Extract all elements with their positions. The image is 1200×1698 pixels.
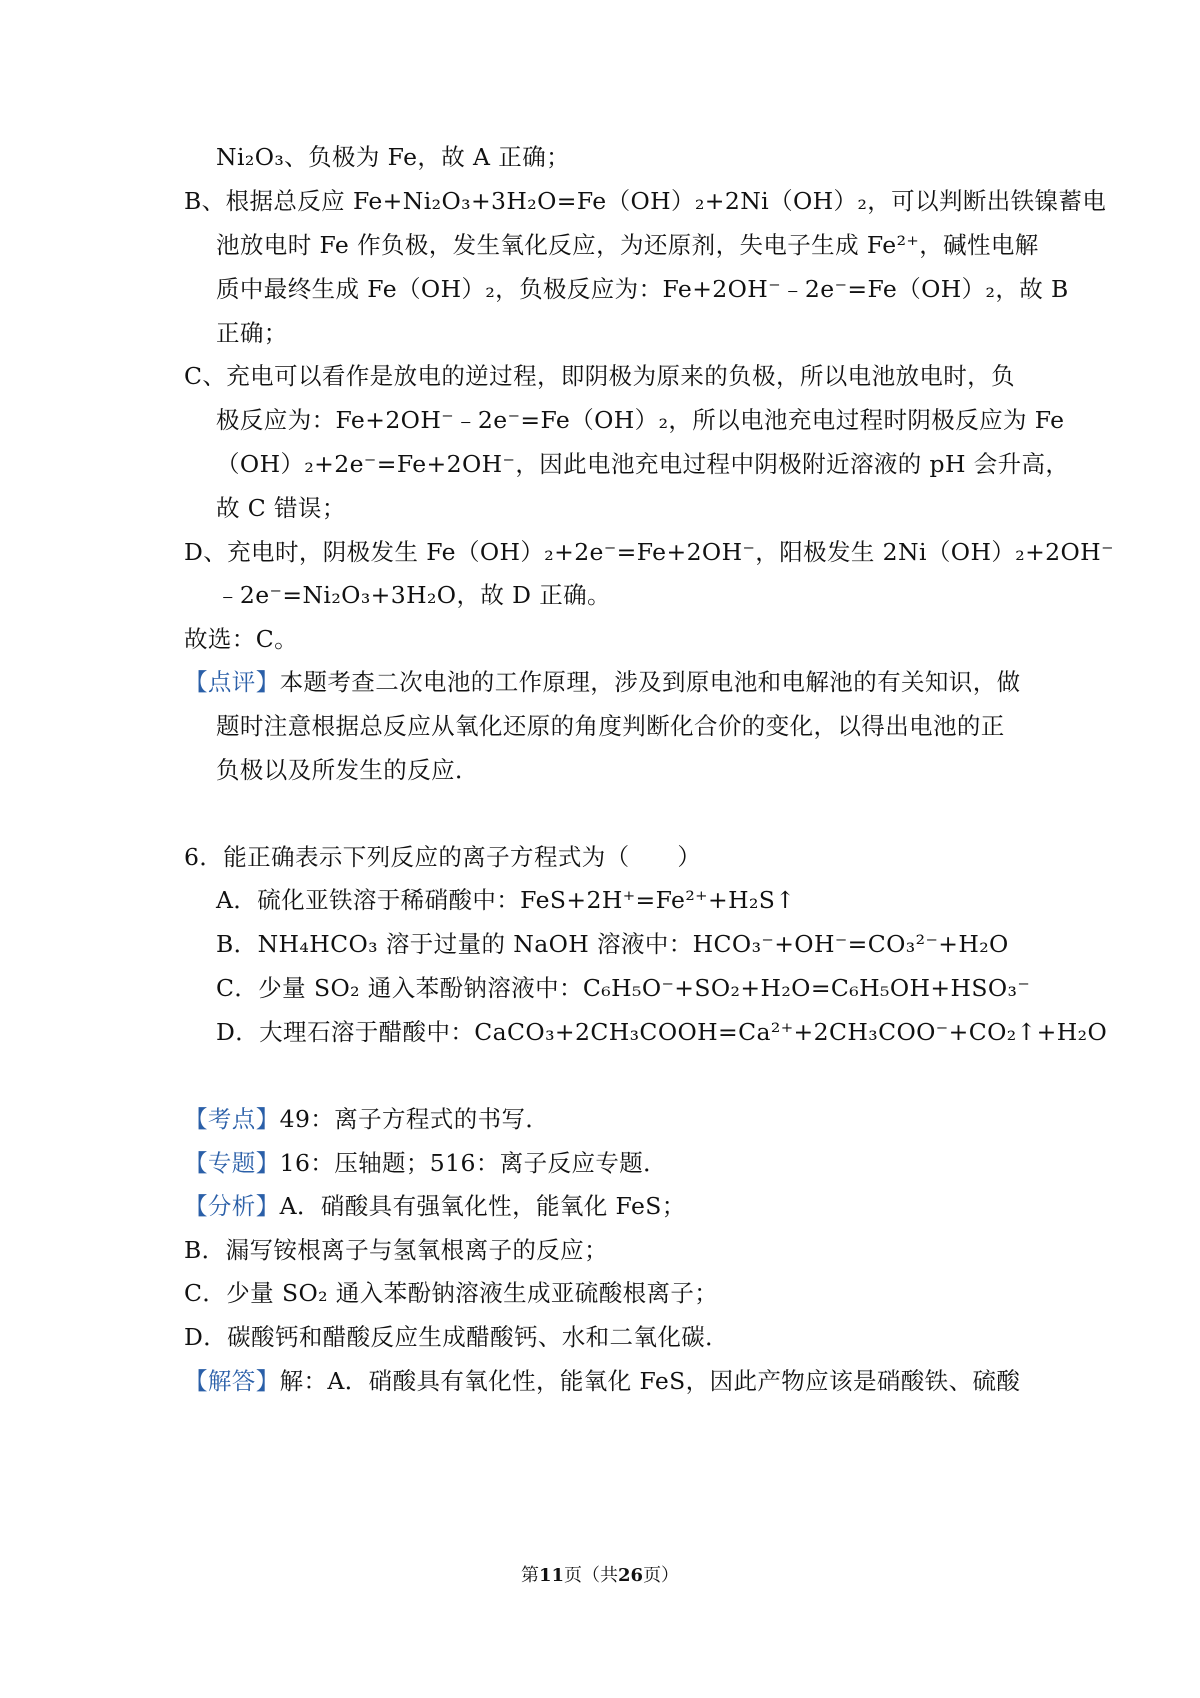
kaodian-text: 49：离子方程式的书写． [279, 1105, 550, 1133]
zhuanti-line [184, 1148, 1034, 1178]
kaodian-tag: 【考点】 [184, 1105, 280, 1133]
comment-line-3: 负极以及所发生的反应． [216, 756, 479, 784]
comment-text: 本题考查二次电池的工作原理，涉及到原电池和电解池的有关知识，做 [279, 668, 1021, 696]
fenxi-text: A．硝酸具有强氧化性，能氧化 FeS； [279, 1192, 686, 1220]
line-b3: 质中最终生成 Fe（OH）₂，负极反应为：Fe+2OH⁻﹣2e⁻=Fe（OH）₂，故 B [216, 275, 1069, 303]
line-b1 [184, 186, 1107, 216]
line-c2: 极反应为：Fe+2OH⁻﹣2e⁻=Fe（OH）₂，所以电池充电过程时阴极反应为 Fe [216, 406, 1065, 434]
footer-total-pages: 26 [618, 1565, 644, 1586]
fenxi-b: B．漏写铵根离子与氢氧根离子的反应； [184, 1236, 608, 1264]
line-c3: （OH）₂+2e⁻=Fe+2OH⁻，因此电池充电过程中阴极附近溶液的 pH 会升高， [216, 450, 1070, 478]
footer-prefix: 第 [520, 1565, 539, 1586]
line-d1: D、充电时，阴极发生 Fe（OH）₂+2e⁻=Fe+2OH⁻，阳极发生 2Ni（OH）₂+2OH⁻ [184, 538, 1114, 566]
line-c1: C、充电可以看作是放电的逆过程，即阴极为原来的负极，所以电池放电时，负 [184, 362, 1015, 390]
fenxi-tag: 【分析】 [184, 1192, 280, 1220]
comment-line-1 [184, 667, 1034, 697]
page-footer [0, 1561, 1200, 1587]
question-6: 6．能正确表示下列反应的离子方程式为（ ） [184, 843, 702, 871]
footer-middle: 页（共 [564, 1565, 618, 1586]
jieda-tag: 【解答】 [184, 1367, 280, 1395]
footer-page-number: 11 [538, 1565, 564, 1586]
footer-suffix: 页） [643, 1565, 680, 1586]
line-d2: ﹣2e⁻=Ni₂O₃+3H₂O，故 D 正确。 [216, 581, 611, 609]
kaodian-line [184, 1104, 1034, 1134]
option-b: B．NH₄HCO₃ 溶于过量的 NaOH 溶液中：HCO₃⁻+OH⁻=CO₃²⁻+H₂O [216, 930, 1009, 958]
answer-line: 故选：C。 [184, 625, 298, 653]
fenxi-c: C．少量 SO₂ 通入苯酚钠溶液生成亚硫酸根离子； [184, 1279, 719, 1307]
jieda-text: 解：A．硝酸具有氧化性，能氧化 FeS，因此产物应该是硝酸铁、硫酸 [279, 1367, 1021, 1395]
comment-tag: 【点评】 [184, 668, 280, 696]
option-c: C．少量 SO₂ 通入苯酚钠溶液中：C₆H₅O⁻+SO₂+H₂O=C₆H₅OH+HSO₃⁻ [216, 974, 1031, 1002]
fenxi-line [184, 1191, 1034, 1221]
option-a: A．硫化亚铁溶于稀硝酸中：FeS+2H⁺=Fe²⁺+H₂S↑ [216, 886, 796, 914]
zhuanti-tag: 【专题】 [184, 1149, 280, 1177]
zhuanti-text: 16：压轴题；516：离子反应专题． [279, 1149, 668, 1177]
line-c4: 故 C 错误； [216, 494, 346, 522]
line-b2: 池放电时 Fe 作负极，发生氧化反应，为还原剂，失电子生成 Fe²⁺，碱性电解 [216, 231, 1039, 259]
comment-line-2: 题时注意根据总反应从氧化还原的角度判断化合价的变化，以得出电池的正 [216, 712, 1005, 740]
fenxi-d: D．碳酸钙和醋酸反应生成醋酸钙、水和二氧化碳． [184, 1323, 730, 1351]
line-ni2o3: Ni₂O₃、负极为 Fe，故 A 正确； [216, 143, 570, 171]
option-d: D．大理石溶于醋酸中：CaCO₃+2CH₃COOH=Ca²⁺+2CH₃COO⁻+CO₂↑+H₂O [216, 1018, 1108, 1046]
line-b4: 正确； [216, 319, 288, 347]
text: B、根据总反应 Fe+Ni₂O₃+3H₂O=Fe（OH）₂+2Ni（OH）₂，可以判断出铁镍蓄电 [184, 187, 1107, 215]
jieda-line [184, 1366, 1034, 1396]
